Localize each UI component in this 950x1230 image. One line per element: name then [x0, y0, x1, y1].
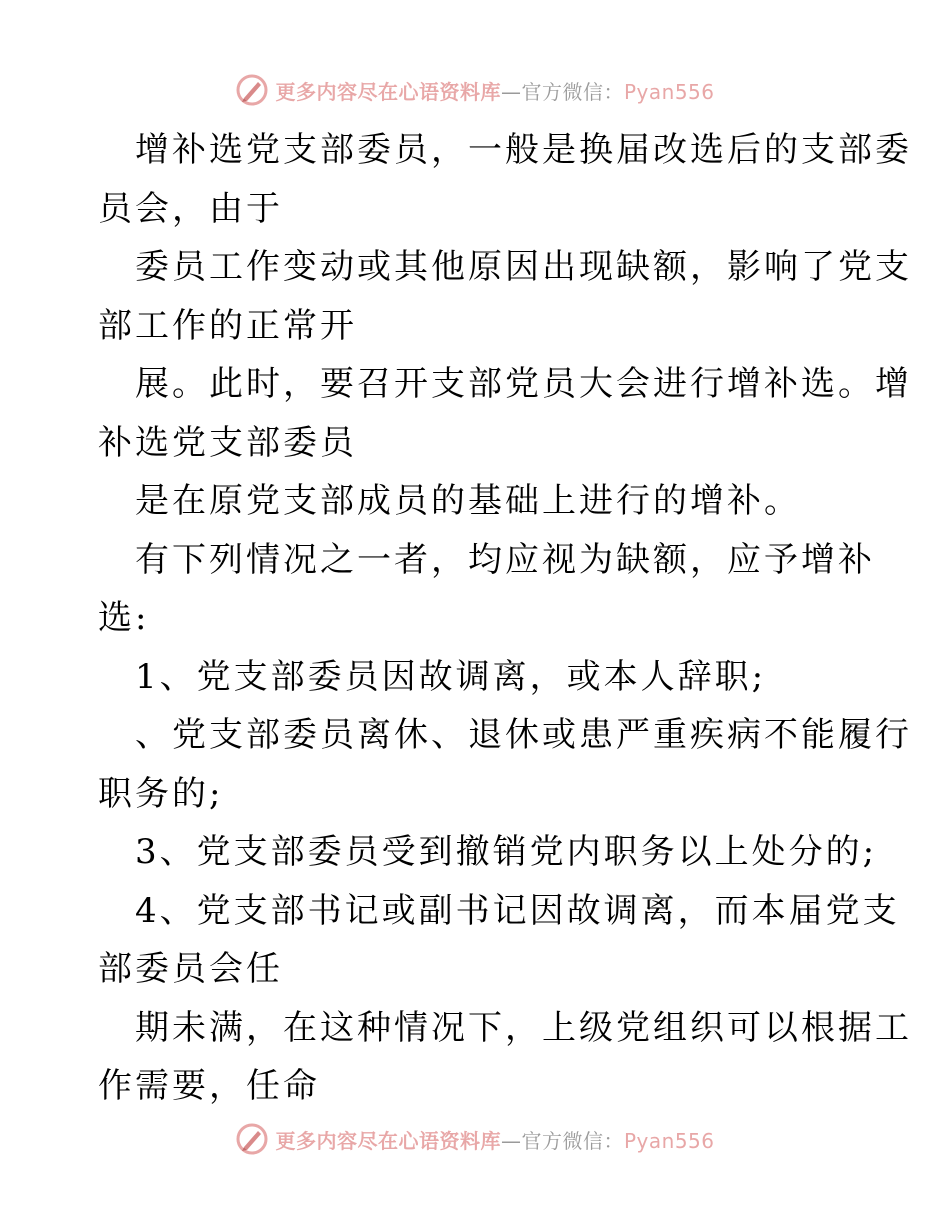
watermark-brand: 更多内容尽在心语资料库: [275, 79, 501, 104]
text-line: 委员工作变动或其他原因出现缺额，影响了党支: [135, 247, 912, 287]
text-line: 作需要，任命: [98, 1066, 320, 1106]
watermark-label: 官方微信：: [521, 79, 624, 104]
watermark-text: [275, 1125, 714, 1154]
pen-logo-icon: [235, 1122, 269, 1156]
text-line: 4、党支部书记或副书记因故调离，而本届党支: [135, 890, 900, 931]
text-line: 期未满，在这种情况下，上级党组织可以根据工: [135, 1007, 912, 1048]
text-line: 部工作的正常开: [98, 305, 357, 346]
text-line: 展。此时，要召开支部党员大会进行增补选。增: [135, 364, 912, 404]
watermark-separator: —: [500, 1128, 522, 1153]
document-body: [98, 121, 912, 1116]
watermark-separator: —: [500, 79, 522, 104]
text-line: 1、党支部委员因故调离，或本人辞职;: [135, 656, 767, 697]
text-line: 、党支部委员离休、退休或患严重疾病不能履行: [135, 715, 912, 755]
watermark-brand: 更多内容尽在心语资料库: [275, 1128, 501, 1153]
text-line: 补选党支部委员: [98, 422, 357, 463]
text-line: 选:: [98, 598, 150, 638]
text-line: 增补选党支部委员，一般是换届改选后的支部委: [135, 130, 912, 170]
text-line: 有下列情况之一者，均应视为缺额，应予增补: [135, 539, 875, 580]
watermark-handle: Pyan556: [623, 1128, 715, 1153]
header-watermark: [0, 70, 950, 110]
text-line: 部委员会任: [98, 949, 283, 989]
watermark-text: [275, 76, 714, 105]
text-line: 3、党支部委员受到撤销党内职务以上处分的;: [135, 832, 878, 872]
watermark-label: 官方微信：: [521, 1128, 624, 1153]
footer-watermark: [0, 1119, 950, 1159]
text-line: 职务的;: [98, 773, 224, 814]
pen-logo-icon: [235, 73, 269, 107]
text-line: 是在原党支部成员的基础上进行的增补。: [135, 481, 801, 521]
watermark-handle: Pyan556: [623, 79, 715, 104]
text-line: 员会，由于: [98, 188, 283, 229]
